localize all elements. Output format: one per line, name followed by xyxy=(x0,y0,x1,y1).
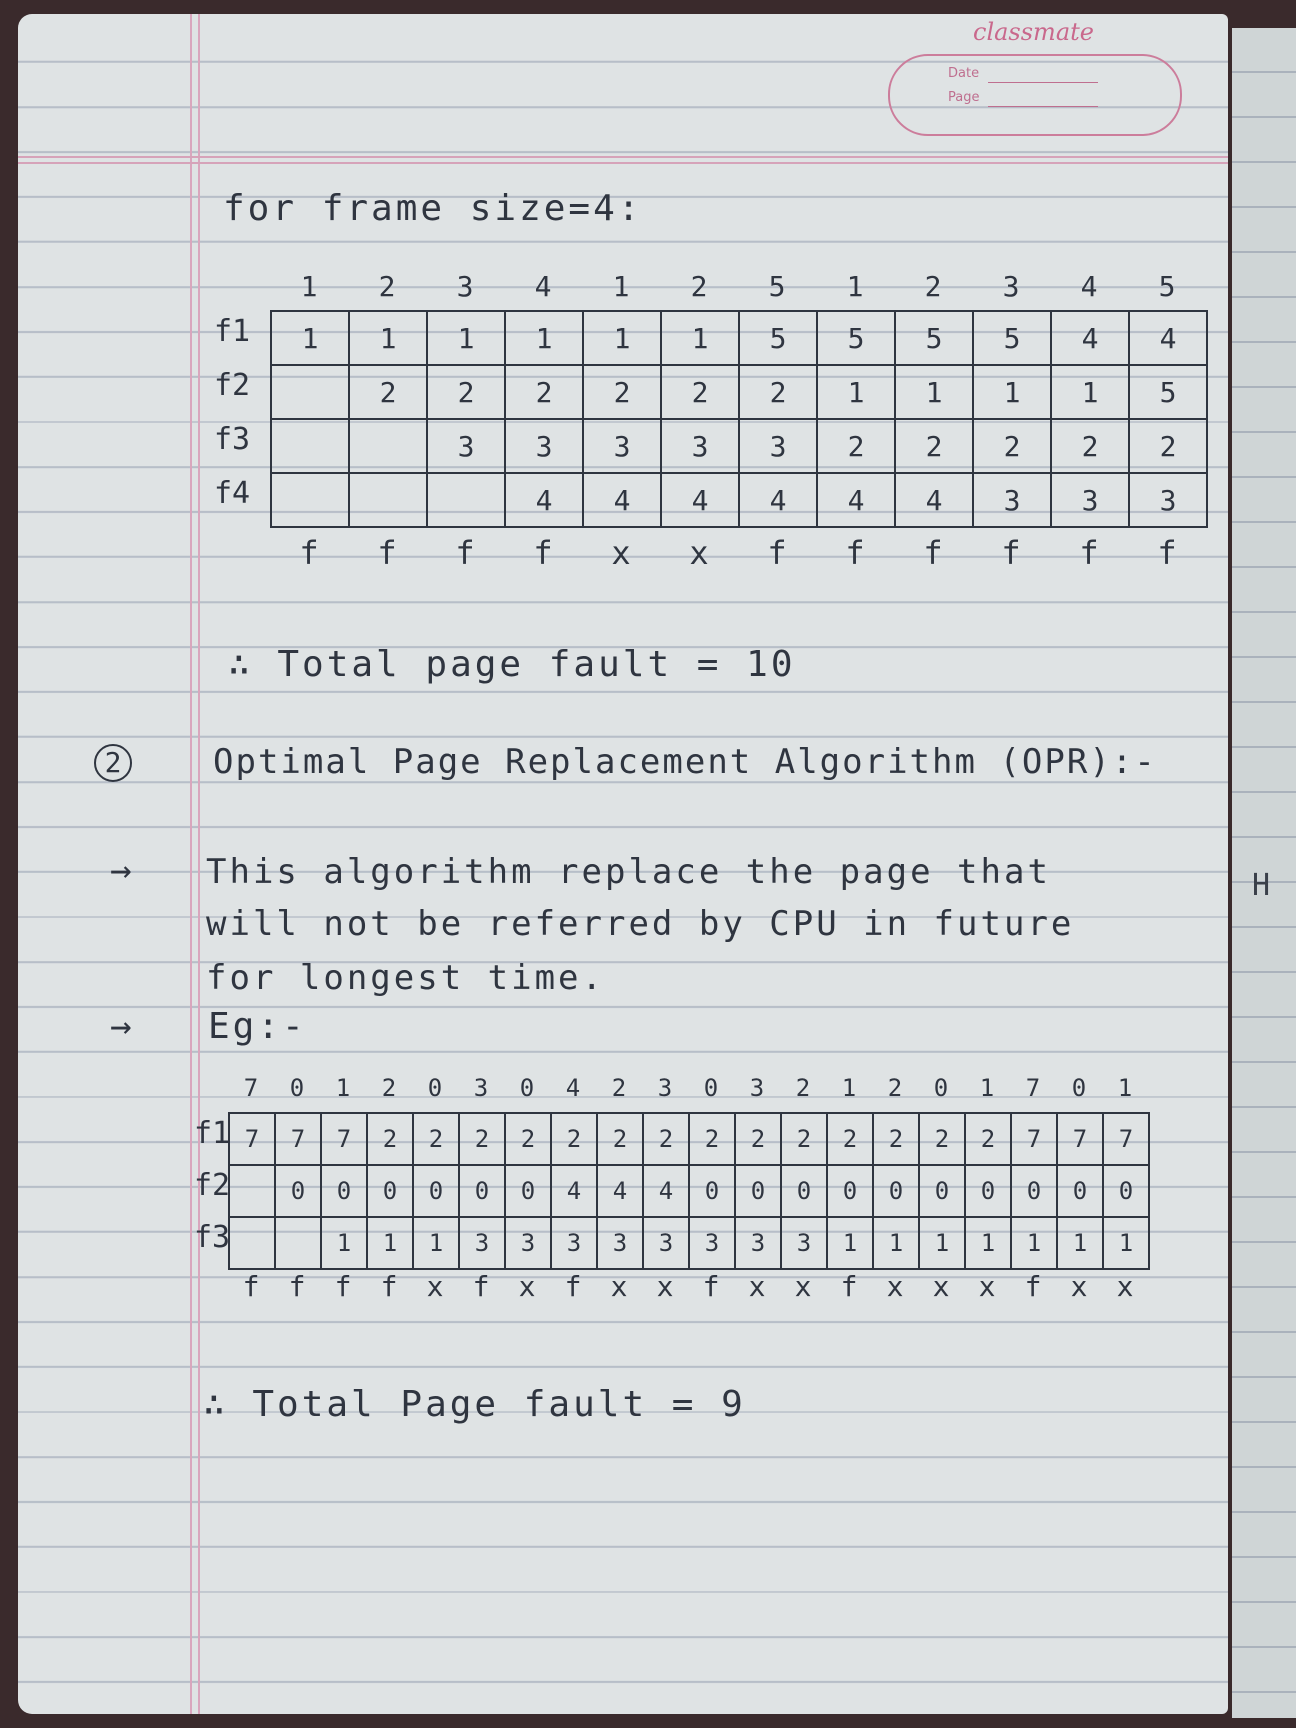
fifo-frame-cell xyxy=(349,419,427,473)
opr-frame-label-1: f2 xyxy=(194,1168,231,1203)
header-line xyxy=(18,156,1228,158)
opr-ref-18: 0 xyxy=(1071,1074,1087,1102)
fifo-frame-cell: 1 xyxy=(427,311,505,365)
fifo-frame-cell: 1 xyxy=(895,365,973,419)
opr-ref-13: 1 xyxy=(841,1074,857,1102)
fifo-frame-cell: 2 xyxy=(427,365,505,419)
opr-frame-table xyxy=(228,1112,1150,1270)
fifo-frame-cell: 4 xyxy=(1051,311,1129,365)
opr-fault-mark-14: x xyxy=(886,1270,904,1303)
opr-fault-mark-11: x xyxy=(748,1270,766,1303)
fifo-ref-2: 3 xyxy=(456,270,474,303)
opr-frame-cell: 0 xyxy=(781,1165,827,1217)
fifo-frame-cell: 4 xyxy=(661,473,739,527)
opr-frame-cell: 3 xyxy=(781,1217,827,1269)
fifo-ref-11: 5 xyxy=(1158,270,1176,303)
fifo-frame-cell: 2 xyxy=(817,419,895,473)
opr-ref-8: 2 xyxy=(611,1074,627,1102)
opr-frame-cell: 7 xyxy=(1011,1113,1057,1165)
fifo-fault-mark-11: f xyxy=(1157,534,1177,572)
opr-frame-cell: 0 xyxy=(873,1165,919,1217)
opr-ref-17: 7 xyxy=(1025,1074,1041,1102)
notebook-page xyxy=(18,14,1228,1714)
opr-fault-mark-19: x xyxy=(1116,1270,1134,1303)
opr-frame-cell: 0 xyxy=(919,1165,965,1217)
opr-frame-cell: 3 xyxy=(597,1217,643,1269)
fifo-frame-cell: 3 xyxy=(505,419,583,473)
opr-frame-cell xyxy=(229,1165,275,1217)
fifo-frame-cell: 5 xyxy=(817,311,895,365)
fifo-fault-mark-6: f xyxy=(767,534,787,572)
fifo-frame-cell: 2 xyxy=(1129,419,1207,473)
opr-frame-cell: 4 xyxy=(551,1165,597,1217)
opr-frame-cell: 2 xyxy=(781,1113,827,1165)
fifo-fault-mark-7: f xyxy=(845,534,865,572)
fifo-frame-cell: 3 xyxy=(661,419,739,473)
fifo-frame-label-2: f3 xyxy=(214,422,251,457)
opr-frame-row xyxy=(229,1165,1149,1217)
margin-line-2 xyxy=(198,14,200,1714)
opr-fault-mark-8: x xyxy=(610,1270,628,1303)
date-page-box xyxy=(888,54,1182,136)
opr-fault-mark-5: f xyxy=(472,1270,490,1303)
fifo-heading: for frame size=4: xyxy=(223,188,643,229)
fifo-frame-cell: 4 xyxy=(895,473,973,527)
opr-frame-cell: 2 xyxy=(919,1113,965,1165)
date-line xyxy=(988,82,1098,83)
fifo-frame-cell: 2 xyxy=(583,365,661,419)
opr-fault-mark-3: f xyxy=(380,1270,398,1303)
page-line xyxy=(988,106,1098,107)
opr-fault-mark-4: x xyxy=(426,1270,444,1303)
opr-ref-19: 1 xyxy=(1117,1074,1133,1102)
fifo-frame-cell: 3 xyxy=(739,419,817,473)
opr-frame-cell: 7 xyxy=(1103,1113,1149,1165)
opr-ref-14: 2 xyxy=(887,1074,903,1102)
opr-ref-15: 0 xyxy=(933,1074,949,1102)
brand-logo: classmate xyxy=(973,18,1094,46)
opr-frame-cell: 0 xyxy=(965,1165,1011,1217)
fifo-fault-mark-2: f xyxy=(455,534,475,572)
opr-frame-cell: 1 xyxy=(413,1217,459,1269)
fifo-frame-cell: 5 xyxy=(1129,365,1207,419)
fifo-frame-cell: 2 xyxy=(895,419,973,473)
opr-frame-cell: 2 xyxy=(735,1113,781,1165)
fifo-frame-cell: 2 xyxy=(505,365,583,419)
fifo-ref-8: 2 xyxy=(924,270,942,303)
opr-total: ∴ Total Page fault = 9 xyxy=(203,1384,746,1425)
opr-frame-label-2: f3 xyxy=(194,1220,231,1255)
opr-frame-cell: 1 xyxy=(321,1217,367,1269)
fifo-ref-10: 4 xyxy=(1080,270,1098,303)
fifo-frame-cell: 1 xyxy=(349,311,427,365)
fifo-frame-label-0: f1 xyxy=(214,314,251,349)
opr-frame-cell: 2 xyxy=(873,1113,919,1165)
header-line-2 xyxy=(18,162,1228,164)
fifo-ref-4: 1 xyxy=(612,270,630,303)
fifo-fault-mark-3: f xyxy=(533,534,553,572)
arrow-2: → xyxy=(110,1006,135,1047)
opr-frame-cell: 1 xyxy=(1057,1217,1103,1269)
opr-title: Optimal Page Replacement Algorithm (OPR):- xyxy=(213,742,1157,782)
fifo-frame-cell: 4 xyxy=(1129,311,1207,365)
fifo-frame-cell: 2 xyxy=(739,365,817,419)
fifo-frame-cell: 5 xyxy=(973,311,1051,365)
description-line-1: This algorithm replace the page that xyxy=(206,852,1051,892)
fifo-frame-cell: 3 xyxy=(1129,473,1207,527)
opr-ref-16: 1 xyxy=(979,1074,995,1102)
opr-frame-cell xyxy=(275,1217,321,1269)
fifo-frame-cell: 5 xyxy=(895,311,973,365)
opr-fault-mark-7: f xyxy=(564,1270,582,1303)
opr-frame-cell: 2 xyxy=(827,1113,873,1165)
fifo-frame-row xyxy=(271,419,1207,473)
fifo-ref-6: 5 xyxy=(768,270,786,303)
opr-frame-cell: 7 xyxy=(1057,1113,1103,1165)
opr-frame-cell: 1 xyxy=(965,1217,1011,1269)
fifo-ref-5: 2 xyxy=(690,270,708,303)
opr-frame-cell: 0 xyxy=(827,1165,873,1217)
fifo-fault-mark-4: x xyxy=(611,534,631,572)
opr-frame-cell: 2 xyxy=(689,1113,735,1165)
fifo-frame-cell: 4 xyxy=(505,473,583,527)
opr-frame-cell: 7 xyxy=(229,1113,275,1165)
fifo-total: ∴ Total page fault = 10 xyxy=(228,644,796,685)
opr-fault-mark-0: f xyxy=(242,1270,260,1303)
opr-fault-mark-6: x xyxy=(518,1270,536,1303)
example-label: Eg:- xyxy=(208,1006,307,1047)
fifo-frame-cell: 1 xyxy=(583,311,661,365)
right-page-mark: H xyxy=(1252,868,1274,903)
opr-ref-0: 7 xyxy=(243,1074,259,1102)
fifo-frame-cell: 2 xyxy=(661,365,739,419)
opr-fault-mark-12: x xyxy=(794,1270,812,1303)
opr-frame-cell: 7 xyxy=(275,1113,321,1165)
opr-frame-cell: 0 xyxy=(321,1165,367,1217)
page-label: Page xyxy=(948,90,980,105)
opr-frame-label-0: f1 xyxy=(194,1116,231,1151)
opr-frame-cell: 1 xyxy=(367,1217,413,1269)
fifo-frame-cell: 3 xyxy=(973,473,1051,527)
opr-frame-cell: 0 xyxy=(413,1165,459,1217)
fifo-frame-cell xyxy=(271,419,349,473)
opr-frame-cell: 2 xyxy=(367,1113,413,1165)
opr-frame-cell: 0 xyxy=(1011,1165,1057,1217)
fifo-frame-cell: 1 xyxy=(661,311,739,365)
fifo-frame-cell xyxy=(349,473,427,527)
fifo-frame-cell: 1 xyxy=(973,365,1051,419)
opr-ref-11: 3 xyxy=(749,1074,765,1102)
fifo-frame-cell: 2 xyxy=(1051,419,1129,473)
fifo-frame-cell: 1 xyxy=(1051,365,1129,419)
arrow-1: → xyxy=(110,850,135,891)
opr-frame-cell: 3 xyxy=(459,1217,505,1269)
fifo-ref-0: 1 xyxy=(300,270,318,303)
opr-ref-12: 2 xyxy=(795,1074,811,1102)
opr-frame-cell: 7 xyxy=(321,1113,367,1165)
opr-fault-mark-10: f xyxy=(702,1270,720,1303)
opr-frame-row xyxy=(229,1113,1149,1165)
opr-fault-mark-16: x xyxy=(978,1270,996,1303)
opr-frame-cell: 0 xyxy=(735,1165,781,1217)
opr-frame-row xyxy=(229,1217,1149,1269)
fifo-fault-mark-9: f xyxy=(1001,534,1021,572)
fifo-frame-row xyxy=(271,311,1207,365)
opr-frame-cell: 0 xyxy=(1103,1165,1149,1217)
description-line-2: will not be referred by CPU in future xyxy=(206,904,1075,944)
fifo-frame-cell: 4 xyxy=(739,473,817,527)
fifo-frame-cell: 1 xyxy=(817,365,895,419)
opr-ref-2: 1 xyxy=(335,1074,351,1102)
opr-frame-cell: 2 xyxy=(551,1113,597,1165)
opr-ref-7: 4 xyxy=(565,1074,581,1102)
opr-ref-3: 2 xyxy=(381,1074,397,1102)
fifo-frame-label-3: f4 xyxy=(214,476,251,511)
opr-ref-6: 0 xyxy=(519,1074,535,1102)
description-line-3: for longest time. xyxy=(206,958,605,998)
opr-fault-mark-15: x xyxy=(932,1270,950,1303)
opr-frame-cell: 1 xyxy=(827,1217,873,1269)
opr-frame-cell: 3 xyxy=(505,1217,551,1269)
opr-fault-mark-18: x xyxy=(1070,1270,1088,1303)
opr-frame-cell: 2 xyxy=(643,1113,689,1165)
opr-ref-5: 3 xyxy=(473,1074,489,1102)
fifo-frame-row xyxy=(271,365,1207,419)
opr-frame-cell: 1 xyxy=(1103,1217,1149,1269)
fifo-frame-cell: 1 xyxy=(271,311,349,365)
opr-fault-mark-17: f xyxy=(1024,1270,1042,1303)
fifo-frame-row xyxy=(271,473,1207,527)
opr-ref-9: 3 xyxy=(657,1074,673,1102)
fifo-frame-cell: 3 xyxy=(583,419,661,473)
opr-frame-cell xyxy=(229,1217,275,1269)
fifo-frame-label-1: f2 xyxy=(214,368,251,403)
opr-frame-cell: 0 xyxy=(689,1165,735,1217)
fifo-frame-cell: 3 xyxy=(427,419,505,473)
fifo-frame-cell xyxy=(271,365,349,419)
opr-fault-mark-9: x xyxy=(656,1270,674,1303)
fifo-ref-3: 4 xyxy=(534,270,552,303)
opr-frame-cell: 0 xyxy=(459,1165,505,1217)
fifo-ref-1: 2 xyxy=(378,270,396,303)
fifo-fault-mark-8: f xyxy=(923,534,943,572)
fifo-ref-7: 1 xyxy=(846,270,864,303)
opr-fault-mark-2: f xyxy=(334,1270,352,1303)
opr-frame-cell: 0 xyxy=(367,1165,413,1217)
fifo-frame-table xyxy=(270,310,1208,528)
fifo-fault-mark-10: f xyxy=(1079,534,1099,572)
fifo-frame-cell: 4 xyxy=(583,473,661,527)
opr-frame-cell: 1 xyxy=(919,1217,965,1269)
fifo-fault-mark-0: f xyxy=(299,534,319,572)
opr-frame-cell: 2 xyxy=(505,1113,551,1165)
opr-frame-cell: 3 xyxy=(689,1217,735,1269)
opr-frame-cell: 4 xyxy=(597,1165,643,1217)
opr-frame-cell: 2 xyxy=(965,1113,1011,1165)
opr-frame-cell: 3 xyxy=(735,1217,781,1269)
opr-frame-cell: 1 xyxy=(873,1217,919,1269)
fifo-frame-cell: 2 xyxy=(349,365,427,419)
opr-frame-cell: 2 xyxy=(413,1113,459,1165)
fifo-frame-cell xyxy=(271,473,349,527)
opr-frame-cell: 0 xyxy=(275,1165,321,1217)
fifo-fault-mark-5: x xyxy=(689,534,709,572)
margin-line xyxy=(190,14,192,1714)
opr-ref-1: 0 xyxy=(289,1074,305,1102)
fifo-frame-cell: 3 xyxy=(1051,473,1129,527)
fifo-frame-cell xyxy=(427,473,505,527)
opr-ref-10: 0 xyxy=(703,1074,719,1102)
opr-frame-cell: 0 xyxy=(1057,1165,1103,1217)
opr-frame-cell: 2 xyxy=(459,1113,505,1165)
fifo-fault-mark-1: f xyxy=(377,534,397,572)
section-number: 2 xyxy=(94,744,132,782)
opr-frame-cell: 3 xyxy=(551,1217,597,1269)
opr-frame-cell: 1 xyxy=(1011,1217,1057,1269)
date-label: Date xyxy=(948,66,980,81)
opr-fault-mark-13: f xyxy=(840,1270,858,1303)
opr-ref-4: 0 xyxy=(427,1074,443,1102)
fifo-frame-cell: 5 xyxy=(739,311,817,365)
opr-frame-cell: 3 xyxy=(643,1217,689,1269)
fifo-frame-cell: 1 xyxy=(505,311,583,365)
opr-frame-cell: 4 xyxy=(643,1165,689,1217)
fifo-ref-9: 3 xyxy=(1002,270,1020,303)
next-page-edge xyxy=(1232,28,1296,1718)
opr-frame-cell: 0 xyxy=(505,1165,551,1217)
fifo-frame-cell: 2 xyxy=(973,419,1051,473)
fifo-frame-cell: 4 xyxy=(817,473,895,527)
opr-frame-cell: 2 xyxy=(597,1113,643,1165)
opr-fault-mark-1: f xyxy=(288,1270,306,1303)
